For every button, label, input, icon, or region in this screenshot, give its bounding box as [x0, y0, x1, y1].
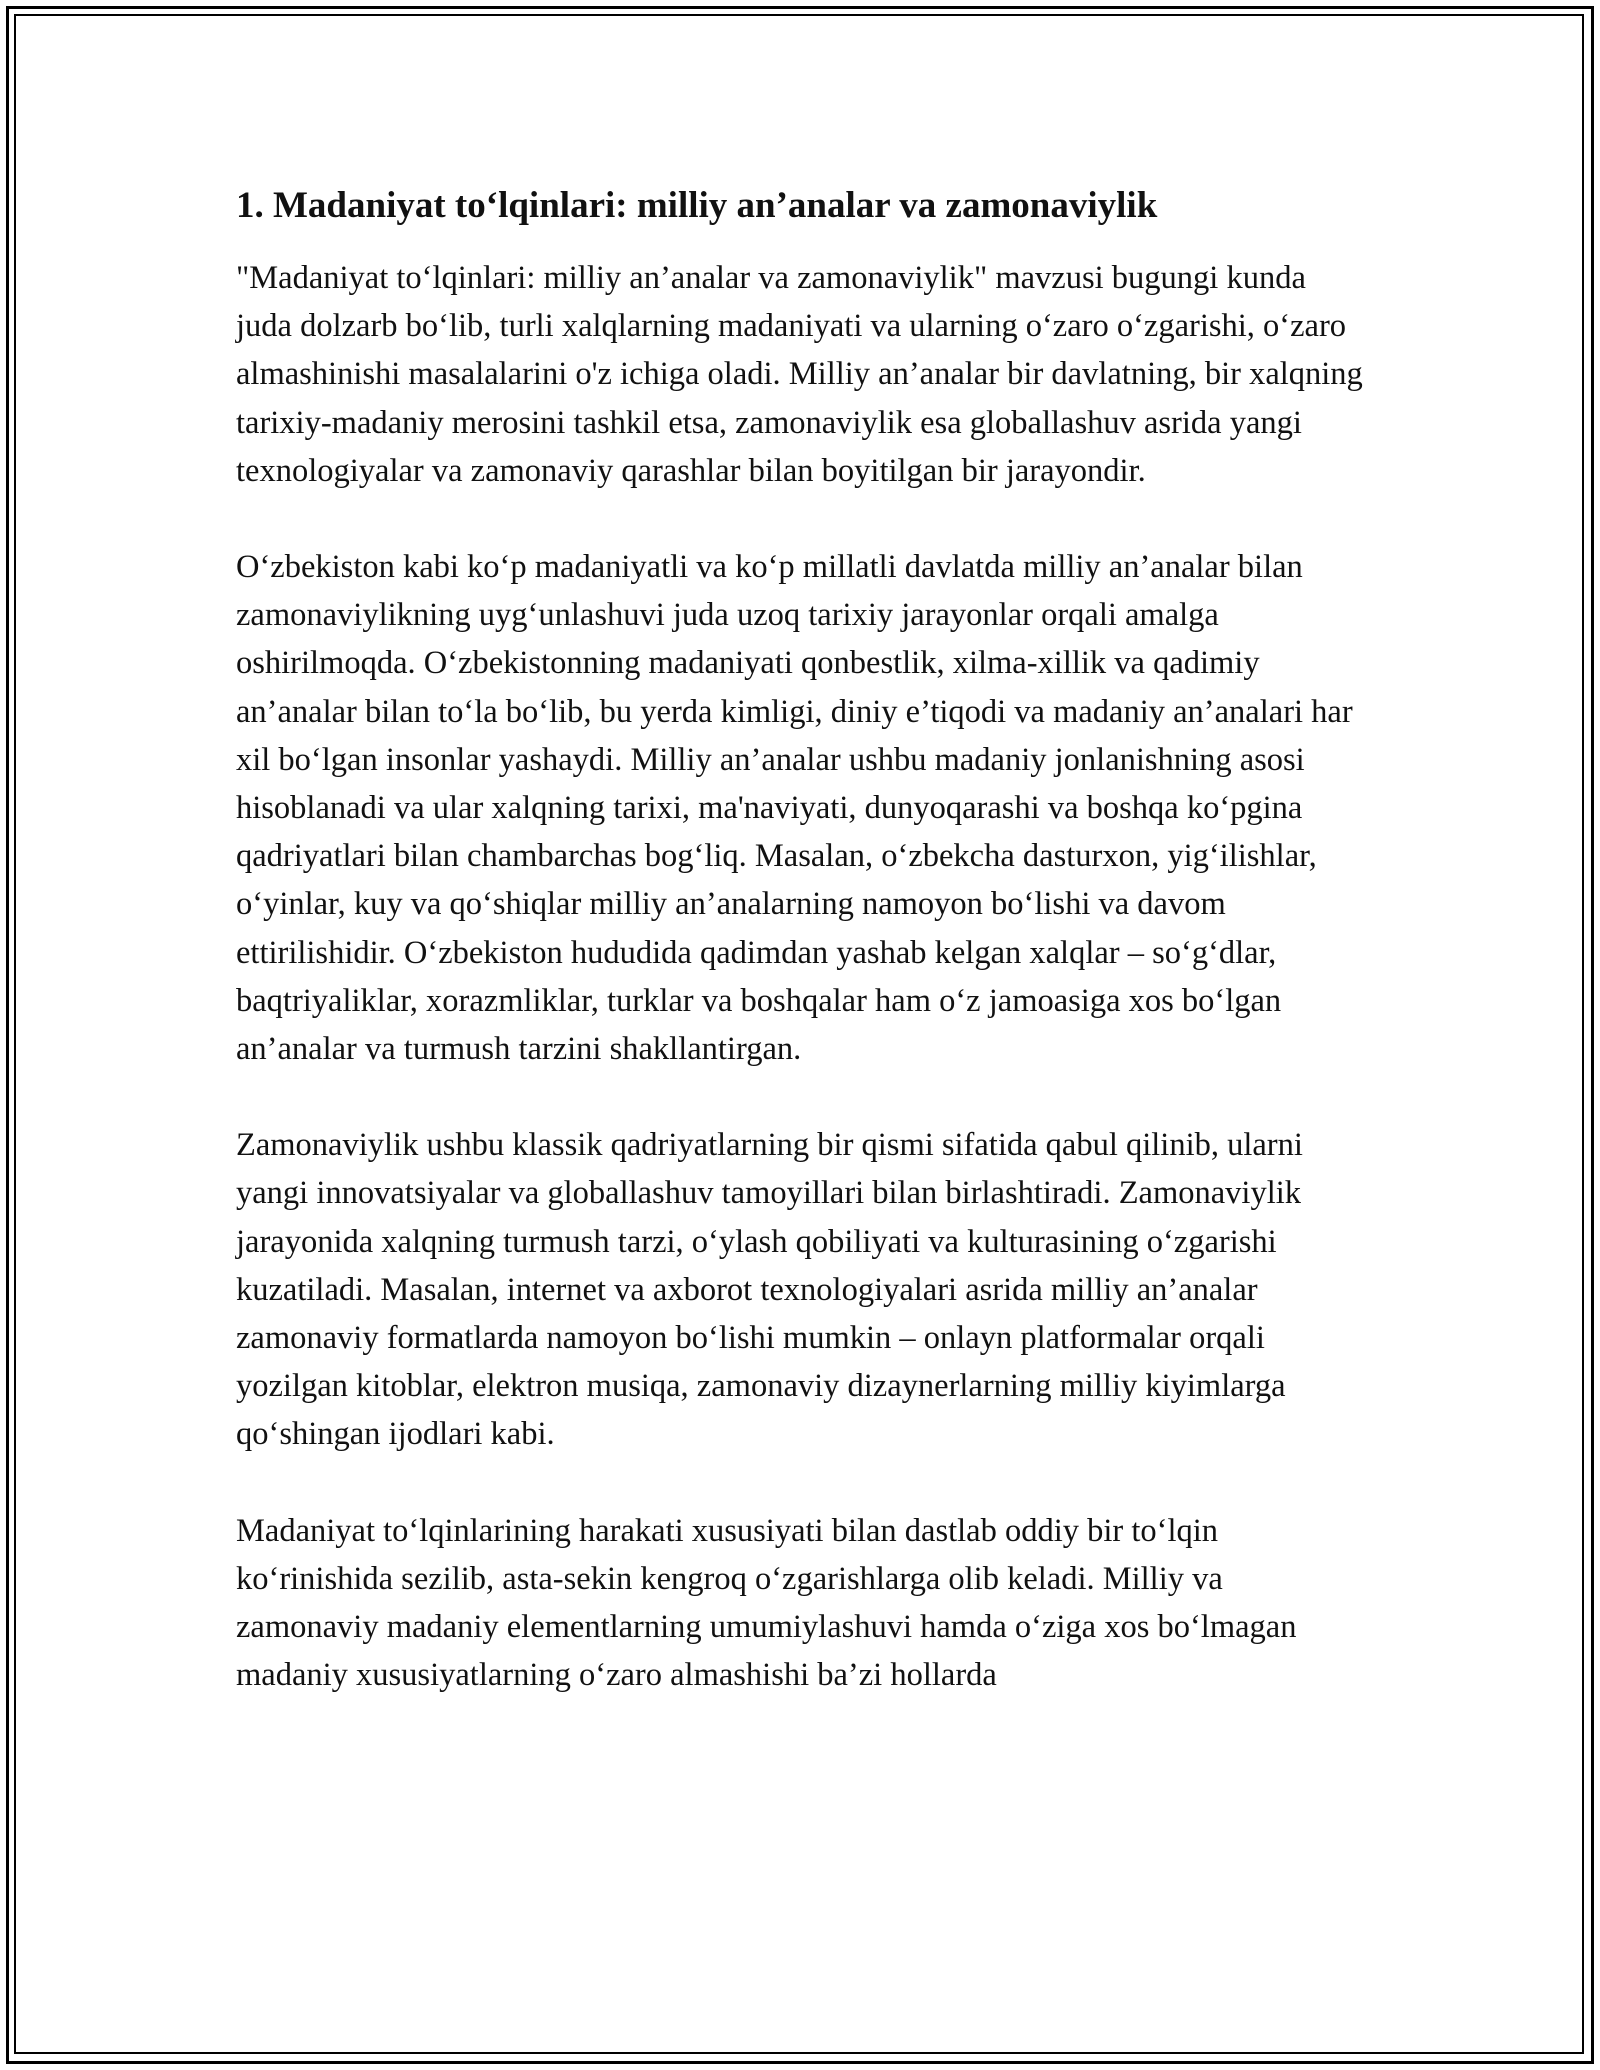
- document-body: [236, 182, 1366, 1747]
- paragraph-2: O‘zbekiston kabi ko‘p madaniyatli va ko‘p millatli davlatda milliy an’analar bilan zamonaviylikning uyg‘unlashuvi juda uzoq tarixiy jarayonlar orqali amalga oshirilmoqda. O‘zbekistonning madaniyati qonbestlik, xilma-xillik va qadimiy an’analar bilan to‘la bo‘lib, bu yerda kimligi, diniy e’tiqodi va madaniy an’analari har xil bo‘lgan insonlar yashaydi. Milliy an’analar ushbu madaniy jonlanishning asosi hisoblanadi va ular xalqning tarixi, ma'naviyati, dunyoqarashi va boshqa ko‘pgina qadriyatlari bilan chambarchas bog‘liq. Masalan, o‘zbekcha dasturxon, yig‘ilishlar, o‘yinlar, kuy va qo‘shiqlar milliy an’analarning namoyon bo‘lishi va davom ettirilishidir. O‘zbekiston hududida qadimdan yashab kelgan xalqlar – so‘g‘dlar, baqtriyaliklar, xorazmliklar, turklar va boshqalar ham o‘z jamoasiga xos bo‘lgan an’analar va turmush tarzini shakllantirgan.: [236, 549, 1353, 1068]
- section-heading: 1. Madaniyat to‘lqinlari: milliy an’analar va zamonaviylik: [236, 185, 1158, 226]
- paragraph-1: "Madaniyat to‘lqinlari: milliy an’analar va zamonaviylik" mavzusi bugungi kunda juda dolzarb bo‘lib, turli xalqlarning madaniyati va ularning o‘zaro o‘zgarishi, o‘zaro almashinishi masalalarini o'z ichiga oladi. Milliy an’analar bir davlatning, bir xalqning tarixiy-madaniy merosini tashkil etsa, zamonaviylik esa globallashuv asrida yangi texnologiyalar va zamonaviy qarashlar bilan boyitilgan bir jarayondir.: [236, 260, 1363, 489]
- paragraph-4: Madaniyat to‘lqinlarining harakati xususiyati bilan dastlab oddiy bir to‘lqin ko‘rinishida sezilib, asta-sekin kengroq o‘zgarishlarga olib keladi. Milliy va zamonaviy madaniy elementlarning umumiylashuvi hamda o‘ziga xos bo‘lmagan madaniy xususiyatlarning o‘zaro almashishi ba’zi hollarda: [236, 1512, 1297, 1694]
- paragraph-3: Zamonaviylik ushbu klassik qadriyatlarning bir qismi sifatida qabul qilinib, ularni yangi innovatsiyalar va globallashuv tamoyillari bilan birlashtiradi. Zamonaviylik jarayonida xalqning turmush tarzi, o‘ylash qobiliyati va kulturasining o‘zgarishi kuzatiladi. Masalan, internet va axborot texnologiyalari asrida milliy an’analar zamonaviy formatlarda namoyon bo‘lishi mumkin – onlayn platformalar orqali yozilgan kitoblar, elektron musiqa, zamonaviy dizaynerlarning milliy kiyimlarga qo‘shingan ijodlari kabi.: [236, 1127, 1303, 1453]
